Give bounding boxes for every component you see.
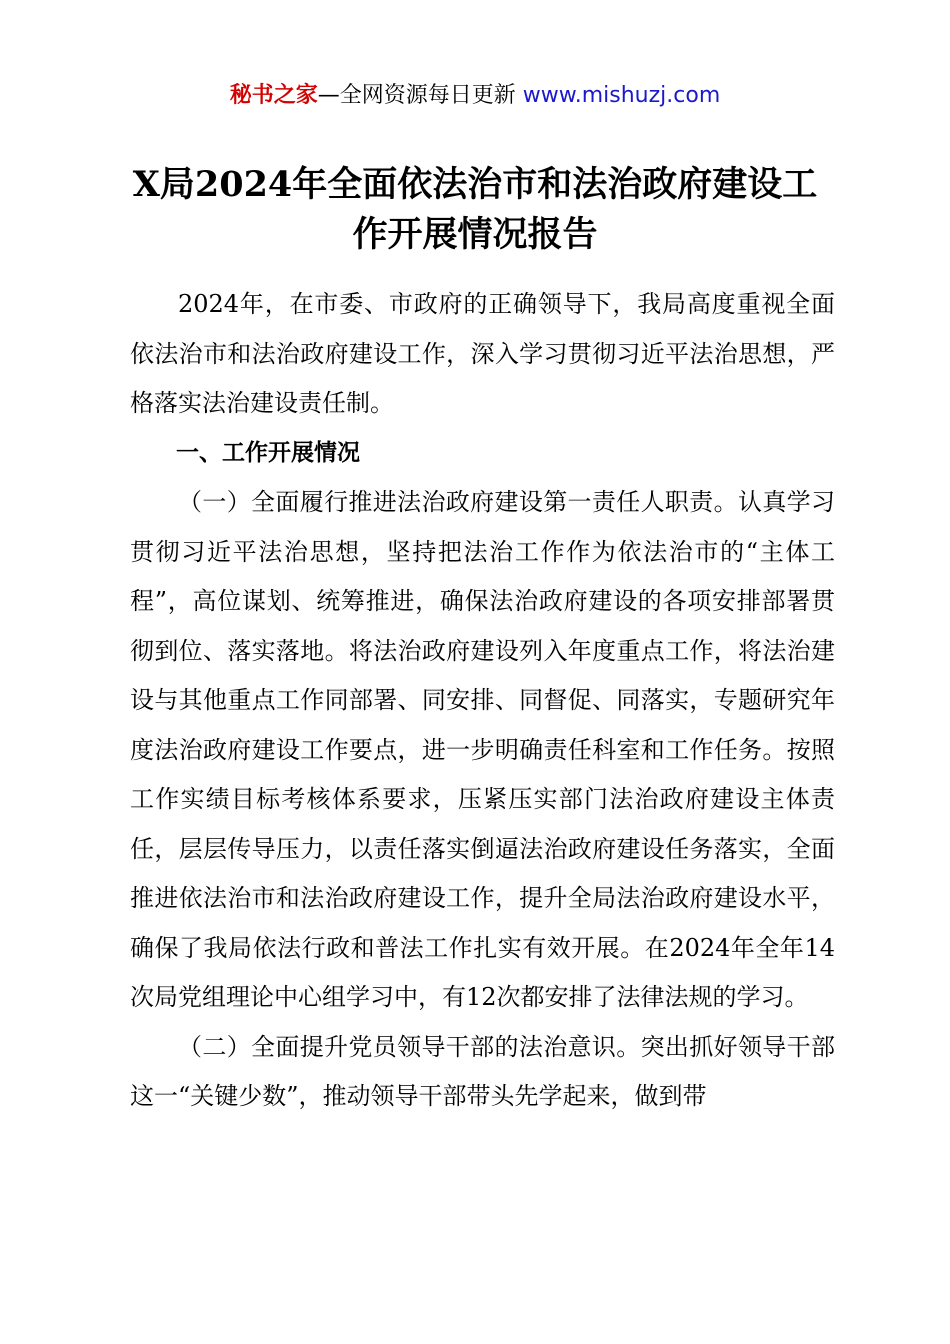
section-heading: 一、工作开展情况 bbox=[176, 439, 360, 466]
title-line-1: X局2024年全面依法治市和法治政府建设工 bbox=[132, 164, 818, 205]
item-2-paragraph bbox=[130, 1023, 835, 1122]
item-2-text: 突出抓好领导干部这一“关键少数”，推动领导干部带头先学起来，做到带 bbox=[130, 1032, 836, 1110]
item-1-lead: （一）全面履行推进法治政府建设第一责任人职责。 bbox=[178, 488, 738, 516]
header-tagline: —全网资源每日更新 bbox=[317, 83, 523, 108]
document-title bbox=[60, 160, 890, 260]
intro-paragraph: 2024年，在市委、市政府的正确领导下，我局高度重视全面依法治市和法治政府建设工作，深入学习贯彻习近平法治思想，严格落实法治建设责任制。 bbox=[130, 290, 835, 417]
title-line-2: 作开展情况报告 bbox=[352, 214, 598, 255]
document-body bbox=[130, 280, 835, 1122]
item-1-text: 认真学习贯彻习近平法治思想，坚持把法治工作作为依法治市的“主体工程”，高位谋划、统筹推进，确保法治政府建设的各项安排部署贯彻到位、落实落地。将法治政府建设列入年度重点工作，将法治建设与其他重点工作同部署、同安排、同督促、同落实，专题研究年度法治政府建设工作要点，进一步明确责任科室和工作任务。按照工作实绩目标考核体系要求，压紧压实部门法治政府建设主体责任，层层传导压力，以责任落实倒逼法治政府建设任务落实，全面推进依法治市和法治政府建设工作，提升全局法治政府建设水平，确保了我局依法行政和普法工作扎实有效开展。在2024年全年14次局党组理论中心组学习中，有12次都安排了法律法规的学习。 bbox=[130, 488, 836, 1011]
site-header bbox=[0, 80, 950, 112]
item-2-lead: （二）全面提升党员领导干部的法治意识。 bbox=[178, 1032, 641, 1061]
brand-name: 秘书之家 bbox=[229, 83, 318, 108]
site-url[interactable]: www.mishuzj.com bbox=[522, 83, 721, 108]
item-1-paragraph bbox=[130, 478, 835, 1023]
